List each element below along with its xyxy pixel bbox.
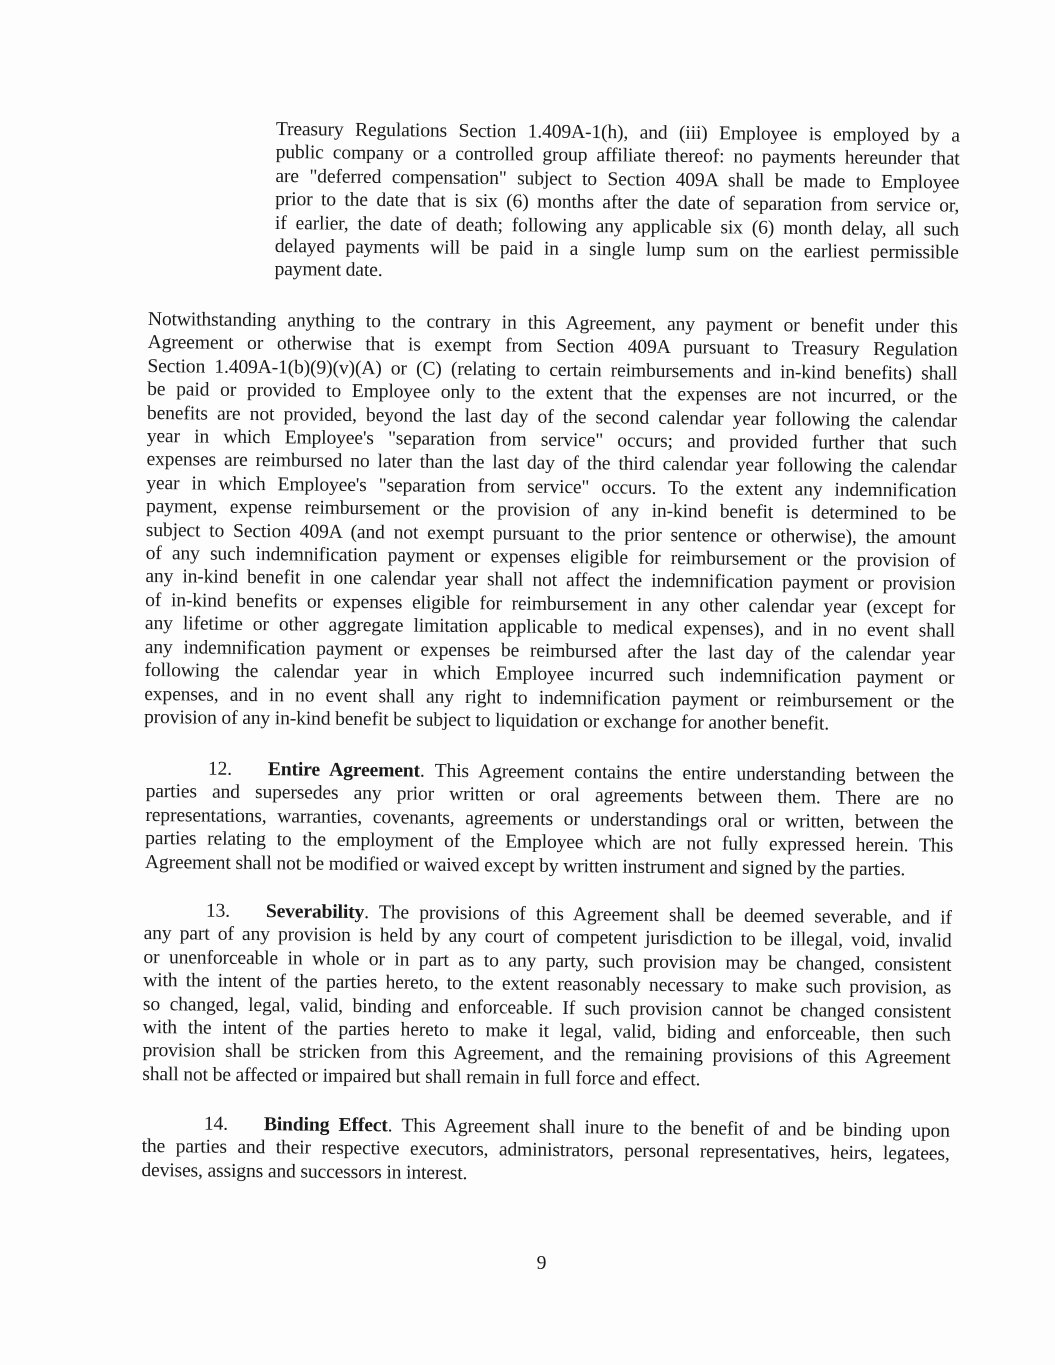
section-number: 14. (203, 1113, 229, 1135)
section-number: 12. (207, 758, 233, 780)
clause-line: prior to the date that is six (6) months after the date of separation from service or, (275, 189, 960, 217)
notwithstanding-paragraph (144, 308, 958, 737)
paragraph-line: provision of any in-kind benefit be subject to liquidation or exchange for another benefit. (143, 706, 830, 735)
clause-line: payment date. (274, 259, 383, 282)
section-line: parties relating to the employment of the Employee which are not fully expressed herein. This (145, 828, 954, 857)
section-title: Binding Effect (263, 1114, 388, 1137)
section-14-binding-effect (141, 1112, 950, 1190)
paragraph-line: subject to Section 409A (and not exempt pursuant to the prior sentence or otherwise), the amount (145, 519, 956, 549)
paragraph-line: year in which Employee's "separation from service" occurs; and provided further that such (146, 426, 957, 455)
section-line: with the intent of the parties hereto, to the extent reasonably necessary to make such provision, as (143, 970, 952, 999)
section-line: parties and supersedes any prior written or oral agreements between them. There are no (145, 781, 954, 811)
clause-line: delayed payments will be paid in a single lump sum on the earliest permissible (274, 236, 959, 264)
paragraph-line: any in-kind benefit in one calendar year shall not affect the indemnification payment or provision (145, 566, 956, 596)
section-line: or unenforceable in whole or in part as to any party, such provision may be changed, consistent (143, 946, 952, 976)
paragraph-line: benefits are not provided, beyond the last day of the second calendar year following the calendar (146, 402, 958, 432)
section-line: shall not be affected or impaired but shall remain in full force and effect. (142, 1063, 701, 1091)
paragraph-line: year in which Employee's "separation from service" occurs. To the extent any indemnification (146, 472, 957, 502)
clause-line: are "deferred compensation" subject to Section 409A shall be made to Employee (275, 165, 960, 194)
paragraph-line: be paid or provided to Employee only to the extent that the expenses are not incurred, or the (147, 379, 958, 408)
continued-clause (274, 118, 960, 288)
paragraph-line: any indemnification payment or expenses be reimbursed after the last day of the calendar year (144, 636, 955, 666)
section-line: so changed, legal, valid, binding and enforceable. If such provision cannot be changed consistent (142, 993, 952, 1023)
clause-line: Treasury Regulations Section 1.409A-1(h), and (iii) Employee is employed by a (275, 118, 960, 147)
paragraph-line: Section 1.409A-1(b)(9)(v)(A) or (C) (relating to certain reimbursements and in-kind benefits) shall (147, 355, 958, 385)
paragraph-line: any lifetime or other aggregate limitation applicable to medical expenses), and in no event shall (144, 613, 956, 643)
section-line: devises, assigns and successors in interest. (141, 1159, 468, 1184)
section-line: with the intent of the parties hereto to make it legal, valid, biding and enforceable, then such (142, 1017, 951, 1046)
paragraph-line: following the calendar year in which Employee incurred such indemnification payment or (144, 660, 955, 689)
paragraph-line: Notwithstanding anything to the contrary in this Agreement, any payment or benefit under this (147, 308, 958, 338)
paragraph-line: of in-kind benefits or expenses eligible for reimbursement in any other calendar year (except for (145, 589, 956, 619)
clause-line: public company or a controlled group affiliate thereof: no payments hereunder that (275, 142, 960, 170)
section-title: Severability (265, 901, 365, 924)
section-number: 13. (205, 900, 231, 922)
paragraph-line: expenses are reimbursed no later than the last day of the third calendar year following the calendar (146, 449, 957, 479)
paragraph-line: payment, expense reimbursement or the provision of any in-kind benefit is determined to be (145, 496, 957, 526)
section-line: representations, warranties, covenants, agreements or understandings oral or written, between the (145, 804, 954, 834)
section-line: provision shall be stricken from this Agreement, and the remaining provisions of this Agreement (142, 1040, 951, 1070)
section-12-entire-agreement (145, 757, 954, 882)
section-first-line-text: . This Agreement contains the entire understanding between the (419, 760, 954, 787)
clause-line: if earlier, the date of death; following any applicable six (6) month delay, all such (274, 212, 960, 241)
section-13-severability (142, 899, 952, 1094)
page-number: 9 (536, 1253, 547, 1274)
section-title: Entire Agreement (267, 759, 421, 782)
section-line: the parties and their respective executors, administrators, personal representatives, heirs, legatees, (141, 1136, 950, 1166)
paragraph-line: of any such indemnification payment or expenses eligible for reimbursement or the provision of (145, 543, 956, 572)
section-first-line-text: . The provisions of this Agreement shall be deemed severable, and if (364, 902, 952, 929)
section-first-line-text: . This Agreement shall inure to the benefit of and be binding upon (387, 1115, 950, 1142)
paragraph-line: expenses, and in no event shall any right to indemnification payment or reimbursement or the (144, 683, 955, 713)
section-line: any part of any provision is held by any court of competent jurisdiction to be illegal, void, invalid (143, 923, 952, 953)
paragraph-line: Agreement or otherwise that is exempt from Section 409A pursuant to Treasury Regulation (147, 332, 958, 362)
section-line: Agreement shall not be modified or waived except by written instrument and signed by the parties. (144, 851, 906, 880)
